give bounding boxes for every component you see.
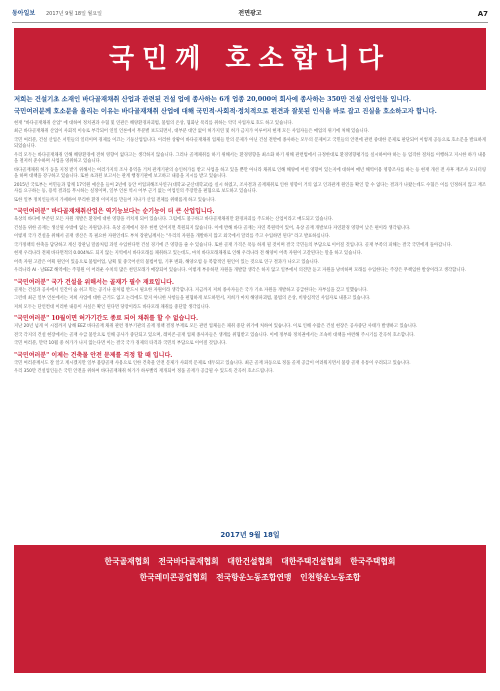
body-paragraph: 국민 여러분께서도 잘 알고 계시겠지만 일부 불량골재 사용으로 인한 건축물 안전 문제가 사회적 문제로 대두되고 있습니다. 최근 골재 파동으로 정품 골재 공급이 어려워지면서 불량 골재 유통이 우려되고 있습니다. xyxy=(14,360,411,366)
section-heading: "국민여러분" 이제는 건축물 안전 문제를 걱정 할 때 입니다. xyxy=(14,351,173,359)
newspaper-logo: 동아일보 xyxy=(12,10,36,17)
body-paragraph: 최근 바다골재채취 산업이 사회적 이슈로 부각되어 연일 언론에서 무분별 보도되면서, 대부분 대안 없이 허가지연 및 허가 금지가 이루어져 현재 모든 사업자들은 매업의 위기에 처해 있습니다. xyxy=(14,129,370,135)
issue-date: 2017년 9월 18일 월요일 xyxy=(46,11,103,17)
body-paragraph: 그런데 최근 일부 언론에서는 저희 사업에 대한 근거도 없고 논리에도 맞지 아니한 사항들을 편협하게 보도하면서, 저희가 마치 해양파괴범, 불법의 온상, 비양심적인 사업자로 내몰고 있습니다. xyxy=(14,296,371,302)
body-paragraph: 우리 350만 건설업인들은 국민 안전을 위하여 바다골재채취 허가가 하루빨리 재개되어 정품 골재가 공급될 수 있도록 간곡히 호소드립니다. xyxy=(14,369,274,375)
signature-date-text: 2017년 9월 18일 xyxy=(220,531,280,539)
body-paragraph: 우리나라 AI · 날EEZ 해역에는 주형원 이 어려운 수치의 많은 천연모래가 매장되어 있습니다. 이렇게 부유하던 자원을 개발할 생각은 하지 않고 일부에서 의견만 듣고 자원을 낭비하며 모래를 수입한다는 주장은 무책임한 발상이라고 생각합니다. xyxy=(14,268,466,274)
section-heading: "국민여러분" 10월이면 허가기간도 종료 되어 채취를 할 수 없습니다. xyxy=(14,315,199,323)
body-paragraph: 국민 여러분, 만약 10월 중 허가가 나지 않는다면 이는 결국 국가 경제의 타격과 국민의 부담으로 이어질 것입니다. xyxy=(14,341,227,347)
section-1 xyxy=(14,207,486,275)
lead-paragraph: 국민여러분께 호소문을 올리는 이유는 바다골재채취 산업에 대해 국민적·사회적·정치적으로 편견과 잘못된 인식을 바로 잡고 진실을 호소하고자 합니다. xyxy=(14,107,437,116)
body-paragraph: 이렇게 국가 건설을 위해서 골재 생산은 꼭 필요한 자원인데도 부처 장관님께서는 "우리의 자원을 개발하지 않고 외국에서 달러를 주고 수입하면 된다" 라고 발표하십니다. xyxy=(14,234,331,240)
body-paragraph: 2015년 국토부는 어민들과 함께 17억원 예산을 들여 2년에 동안 어업피해조사연구(대학교·군산대학교)를 실시 하였고, 조사결과 골재채취로 인한 영향이 거의 없고 인과관계 원인을 확인 할 수 없다는 결과가 나왔는데도 수협은 이를 인정하지 않고 재조사를 요구하는 등, 용역 결과를 무시하는 실정이며, 일부 언론 역시 어부 근거 없는 어업인의 주장만을 편협으로 보도하고 있습니다. xyxy=(14,182,486,195)
page-number: A7 xyxy=(477,10,488,18)
body-paragraph: 육상의 바다에 부존된 모든 자원 개발은 환경에 대한 영향을 끼치게 되어 있습니다. 그럼에도 불구하고 바다골재채취만 환경파괴를 주도하는 산업이라고 매도되고 있습니다. xyxy=(14,217,334,223)
headline-title: 국민께 호소합니다 xyxy=(109,44,391,74)
article-body xyxy=(14,95,486,523)
section-label: 전면광고 xyxy=(238,10,262,17)
headline-banner xyxy=(14,28,486,90)
signatories-row-2: 한국레미콘공업협회 전국항운노동조합연맹 인천항운노동조합 xyxy=(139,573,361,582)
body-paragraph: 우리 모두는 바다골재채취 인해 해양환경에 전혀 영향이 없다고는 생각하지 않습니다. 그러나 골재채취를 하기 위해서는 환경영향을 최소화 하기 위해 관련법에서 규정한대로 환경영향평가를 실시하여야 하는 등 엄격한 절차를 이행하고 지시한 하가 내용을 철저히 준수하며 사업을 영위하고 있습니다. xyxy=(14,152,486,165)
body-paragraph: 저희 모두는 단언컨대 이러한 내용이 사실은 확인 된다면 당장이라도 바다모래 채취를 중단할 생각입니다. xyxy=(14,304,211,310)
signatories-box xyxy=(14,545,486,673)
body-paragraph: 건설을 위한 골재는 생산될 수밖에 없는 자원입니다. 육상 골재에서 경우 한번 얻어지면 복원되지 않습니다. 이에 반해 바다 골재는 자연 복원력이 있어, 육상 골재 개발보다 자연환경 영향이 낮은 편이라 생각됩니다. xyxy=(14,225,411,231)
body-paragraph: 지난 20년 넘게 이 시점까지 남해 EEZ 바다골재 채취 관련 정부기관의 골재 정책 결정 부재로 모든 관련 업체들은 채취 중단 위기에 처하여 있습니다. 이로 인해 수많은 건설 현장은 공사중단 사태가 발생하고 있습니다. xyxy=(14,324,418,330)
lead-paragraph: 저희는 건설기초 소재인 바다골재채취 산업과 관련된 건설 업에 종사하는 6개 업종 20,000여 회사에 종사하는 350만 건설 산업인들 입니다. xyxy=(14,95,412,103)
body-paragraph: 바다골재채취 허가 동을 지정 받기 위해서는 여러가지의 조사 용역을 거쳐 관계기관의 승인허가를 받고 사업을 하고 있을 뿐만 아니라 채취로 인해 해양에 어떤 영향이 있는지에 대하여 매년 해역이용 영향조사를 하는 등 현재 개선 전 사후 재조사 모니터링을 하며 대책을 강구하고 있습니다. 또한 초과된 보고서는 관계 행정기관에 보고하고 내용을 지시를 받고 있습니다. xyxy=(14,167,486,180)
signature-date xyxy=(0,528,500,542)
body-paragraph: 골재는 건설과 공사에서 인간이 숨 쉬고 먹는 공기나 물처럼 반드시 필요한 자원이라 생각합니다. 지금까지 저희 종사자들은 국가 기초 자원을 개발하고 공급한다는 자부심을 갖고 일했습니다. xyxy=(14,287,368,293)
section-heading: "국민여러분" 국가 건설을 위해서는 골재가 필수 재료입니다. xyxy=(14,278,174,286)
body-paragraph: 현재 "바다골재채취 산업" 에 대하여 정치권과 수협 및 연관은 해양환경파괴범, 불법의 온상, 협화난 폭리를 취하는 악덕 사업자로 호도 하고 있습니다. xyxy=(14,120,293,126)
section-4 xyxy=(14,351,486,376)
body-paragraph: 어족 자원 고갈은 어획 원인이 있음으로 불법어업, 남획 및 중국어선의 불법어업, 기후 변화, 해양오염 등 복합적인 원인이 있는 것으로 연구 결과가 나오고 있습니다. xyxy=(14,259,320,265)
body-paragraph: 국가정책의 한축을 담당하고 계신 장관님 말씀처럼 과연 수입한다면 건설 경기에 큰 영향을 줄 수 있습니다. 또한 골재 가격은 폭등 하게 될 것이며 결국 국민들의 부담으로 이어질 것입니다. 골재 부족의 피해는 결국 국민에게 돌아갑니다. xyxy=(14,242,452,248)
body-paragraph: 전국 각지의 건설 현장에서는 골재 수급 불안으로 인해 공사가 중단되고 있으며, 레미콘·골재 업체 종사자들은 생계를 위협받고 있습니다. 이에 정부와 정치권에서는 조속히 대책을 마련해 주시기를 간곡히 호소합니다. xyxy=(14,332,415,338)
body-paragraph: 현재 우리나라 전체 바다면적의 0.004%도 되지 않는 지역에서 바다모래를 채취하고 있는데도, 마치 바다모래채취로 인해 우리나라 전 해양이 어족 자원이 고갈된다는 말을 하고 있습니다. xyxy=(14,251,363,257)
section-heading: "국민여러분" 바다골재채취산업은 역기능보다는 순기능이 더 큰 산업입니다. xyxy=(14,208,215,216)
signatories-row-1: 한국골재협회 전국바다골재협회 대한건설협회 대한주택건설협회 한국주택협회 xyxy=(104,557,396,566)
section-3 xyxy=(14,314,486,348)
intro-section xyxy=(14,121,486,205)
body-paragraph: 또한 일부 정치인들까지 가세하여 무리한 환경 이미지를 만들어 지나가 산업 전체를 위태롭게 하고 있습니다. xyxy=(14,197,216,203)
masthead xyxy=(12,6,488,23)
body-paragraph: 국민 여러분, 건설 산업은 서민들의 일터이며 경제를 이끄는 기둥산업입니다. 이러한 상황이 바다골재채취 업체들 만의 문제가 아닌 건설 전반에 종사하는 모두의 문제이고 국민들의 안전에 관련 중대한 문제로 판단되어 이렇게 공동으로 호소문을 발표하게 되었습니다. xyxy=(14,137,486,150)
section-2 xyxy=(14,278,486,312)
